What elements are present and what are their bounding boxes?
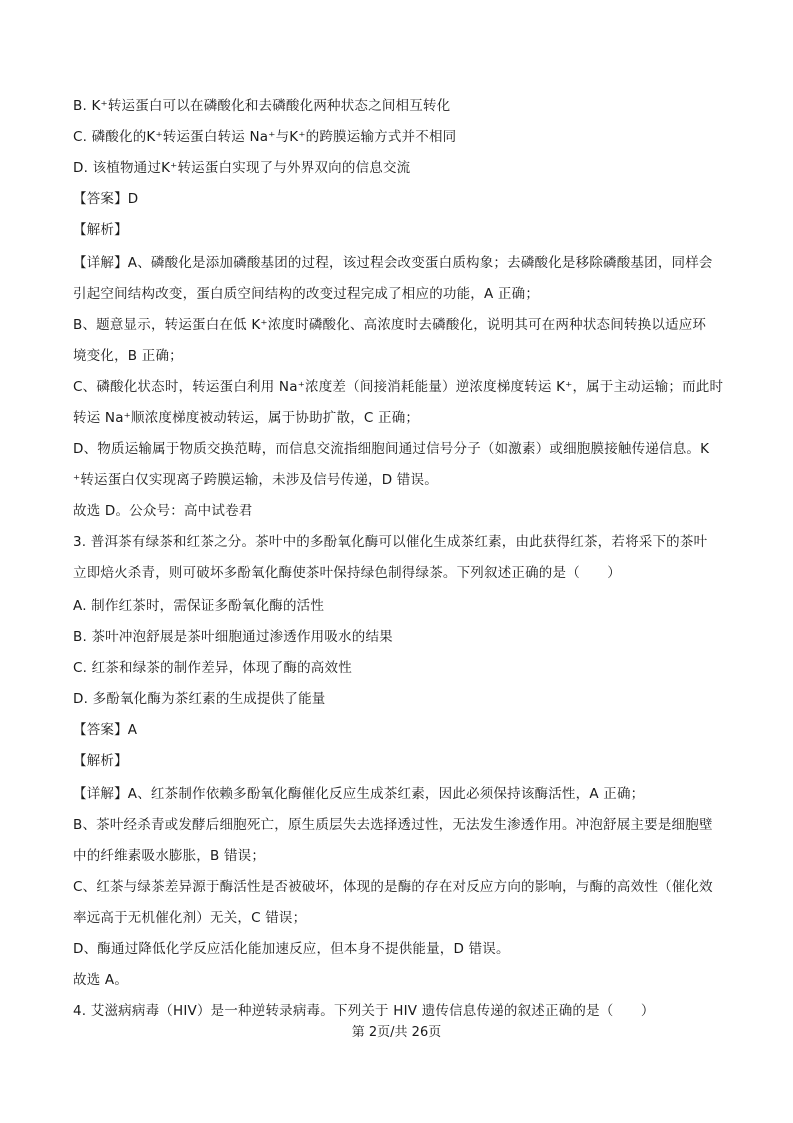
text-line: 【解析】 — [73, 222, 128, 238]
text-line: 率远高于无机催化剂）无关，C 错误； — [73, 910, 307, 926]
text-line: 【详解】A、磷酸化是添加磷酸基团的过程，该过程会改变蛋白质构象；去磷酸化是移除磷酸基团，同样会 — [73, 255, 713, 271]
text-line: 故选 D。公众号：高中试卷君 — [73, 503, 253, 519]
text-line: B、茶叶经杀青或发酵后细胞死亡，原生质层失去选择透过性，无法发生渗透作用。冲泡舒展主要是细胞壁 — [73, 817, 713, 833]
text-line: A. 制作红茶时，需保证多酚氧化酶的活性 — [73, 598, 325, 614]
text-line: D. 多酚氧化酶为茶红素的生成提供了能量 — [73, 691, 326, 707]
text-line: C. 红茶和绿茶的制作差异，体现了酶的高效性 — [73, 660, 352, 676]
text-line: 3. 普洱茶有绿茶和红茶之分。茶叶中的多酚氧化酶可以催化生成茶红素，由此获得红茶，若将采下的茶叶 — [73, 534, 708, 550]
text-line: C、磷酸化状态时，转运蛋白利用 Na⁺浓度差（间接消耗能量）逆浓度梯度转运 K⁺，属于主动运输；而此时 — [73, 379, 724, 395]
text-line: 境变化，B 正确； — [73, 348, 183, 364]
text-line: D、物质运输属于物质交换范畴，而信息交流指细胞间通过信号分子（如激素）或细胞膜接触传递信息。K — [73, 441, 710, 457]
text-line: B. 茶叶冲泡舒展是茶叶细胞通过渗透作用吸水的结果 — [73, 629, 393, 645]
text-line: 【详解】A、红茶制作依赖多酚氧化酶催化反应生成茶红素，因此必须保持该酶活性，A 正确； — [73, 786, 645, 802]
text-line: 4. 艾滋病病毒（HIV）是一种逆转录病毒。下列关于 HIV 遗传信息传递的叙述正确的是（ ） — [73, 1003, 655, 1019]
text-line: 引起空间结构改变，蛋白质空间结构的改变过程完成了相应的功能，A 正确； — [73, 286, 540, 302]
text-line: C、红茶与绿茶差异源于酶活性是否被破坏，体现的是酶的存在对反应方向的影响，与酶的高效性（催化效 — [73, 879, 713, 895]
page-footer: 第 2页/共 26页 — [351, 1025, 442, 1040]
text-line: 【解析】 — [73, 753, 128, 769]
text-line: D、酶通过降低化学反应活化能加速反应，但本身不提供能量，D 错误。 — [73, 941, 510, 957]
text-line: B. K⁺转运蛋白可以在磷酸化和去磷酸化两种状态之间相互转化 — [73, 98, 451, 114]
text-line: D. 该植物通过K⁺转运蛋白实现了与外界双向的信息交流 — [73, 160, 411, 176]
text-line: 【答案】D — [73, 191, 139, 207]
text-line: 中的纤维素吸水膨胀，B 错误； — [73, 848, 266, 864]
text-line: 故选 A。 — [73, 972, 129, 988]
text-line: 【答案】A — [73, 722, 138, 738]
text-line: B、题意显示，转运蛋白在低 K⁺浓度时磷酸化、高浓度时去磷酸化，说明其可在两种状态间转换以适应环 — [73, 317, 707, 333]
text-line: C. 磷酸化的K⁺转运蛋白转运 Na⁺与K⁺的跨膜运输方式并不相同 — [73, 129, 457, 145]
text-line: 立即焙火杀青，则可破坏多酚氧化酶使茶叶保持绿色制得绿茶。下列叙述正确的是（ ） — [73, 565, 621, 581]
text-line: 转运 Na⁺顺浓度梯度被动转运，属于协助扩散，C 正确； — [73, 410, 420, 426]
text-line: ⁺转运蛋白仅实现离子跨膜运输，未涉及信号传递，D 错误。 — [73, 472, 438, 488]
